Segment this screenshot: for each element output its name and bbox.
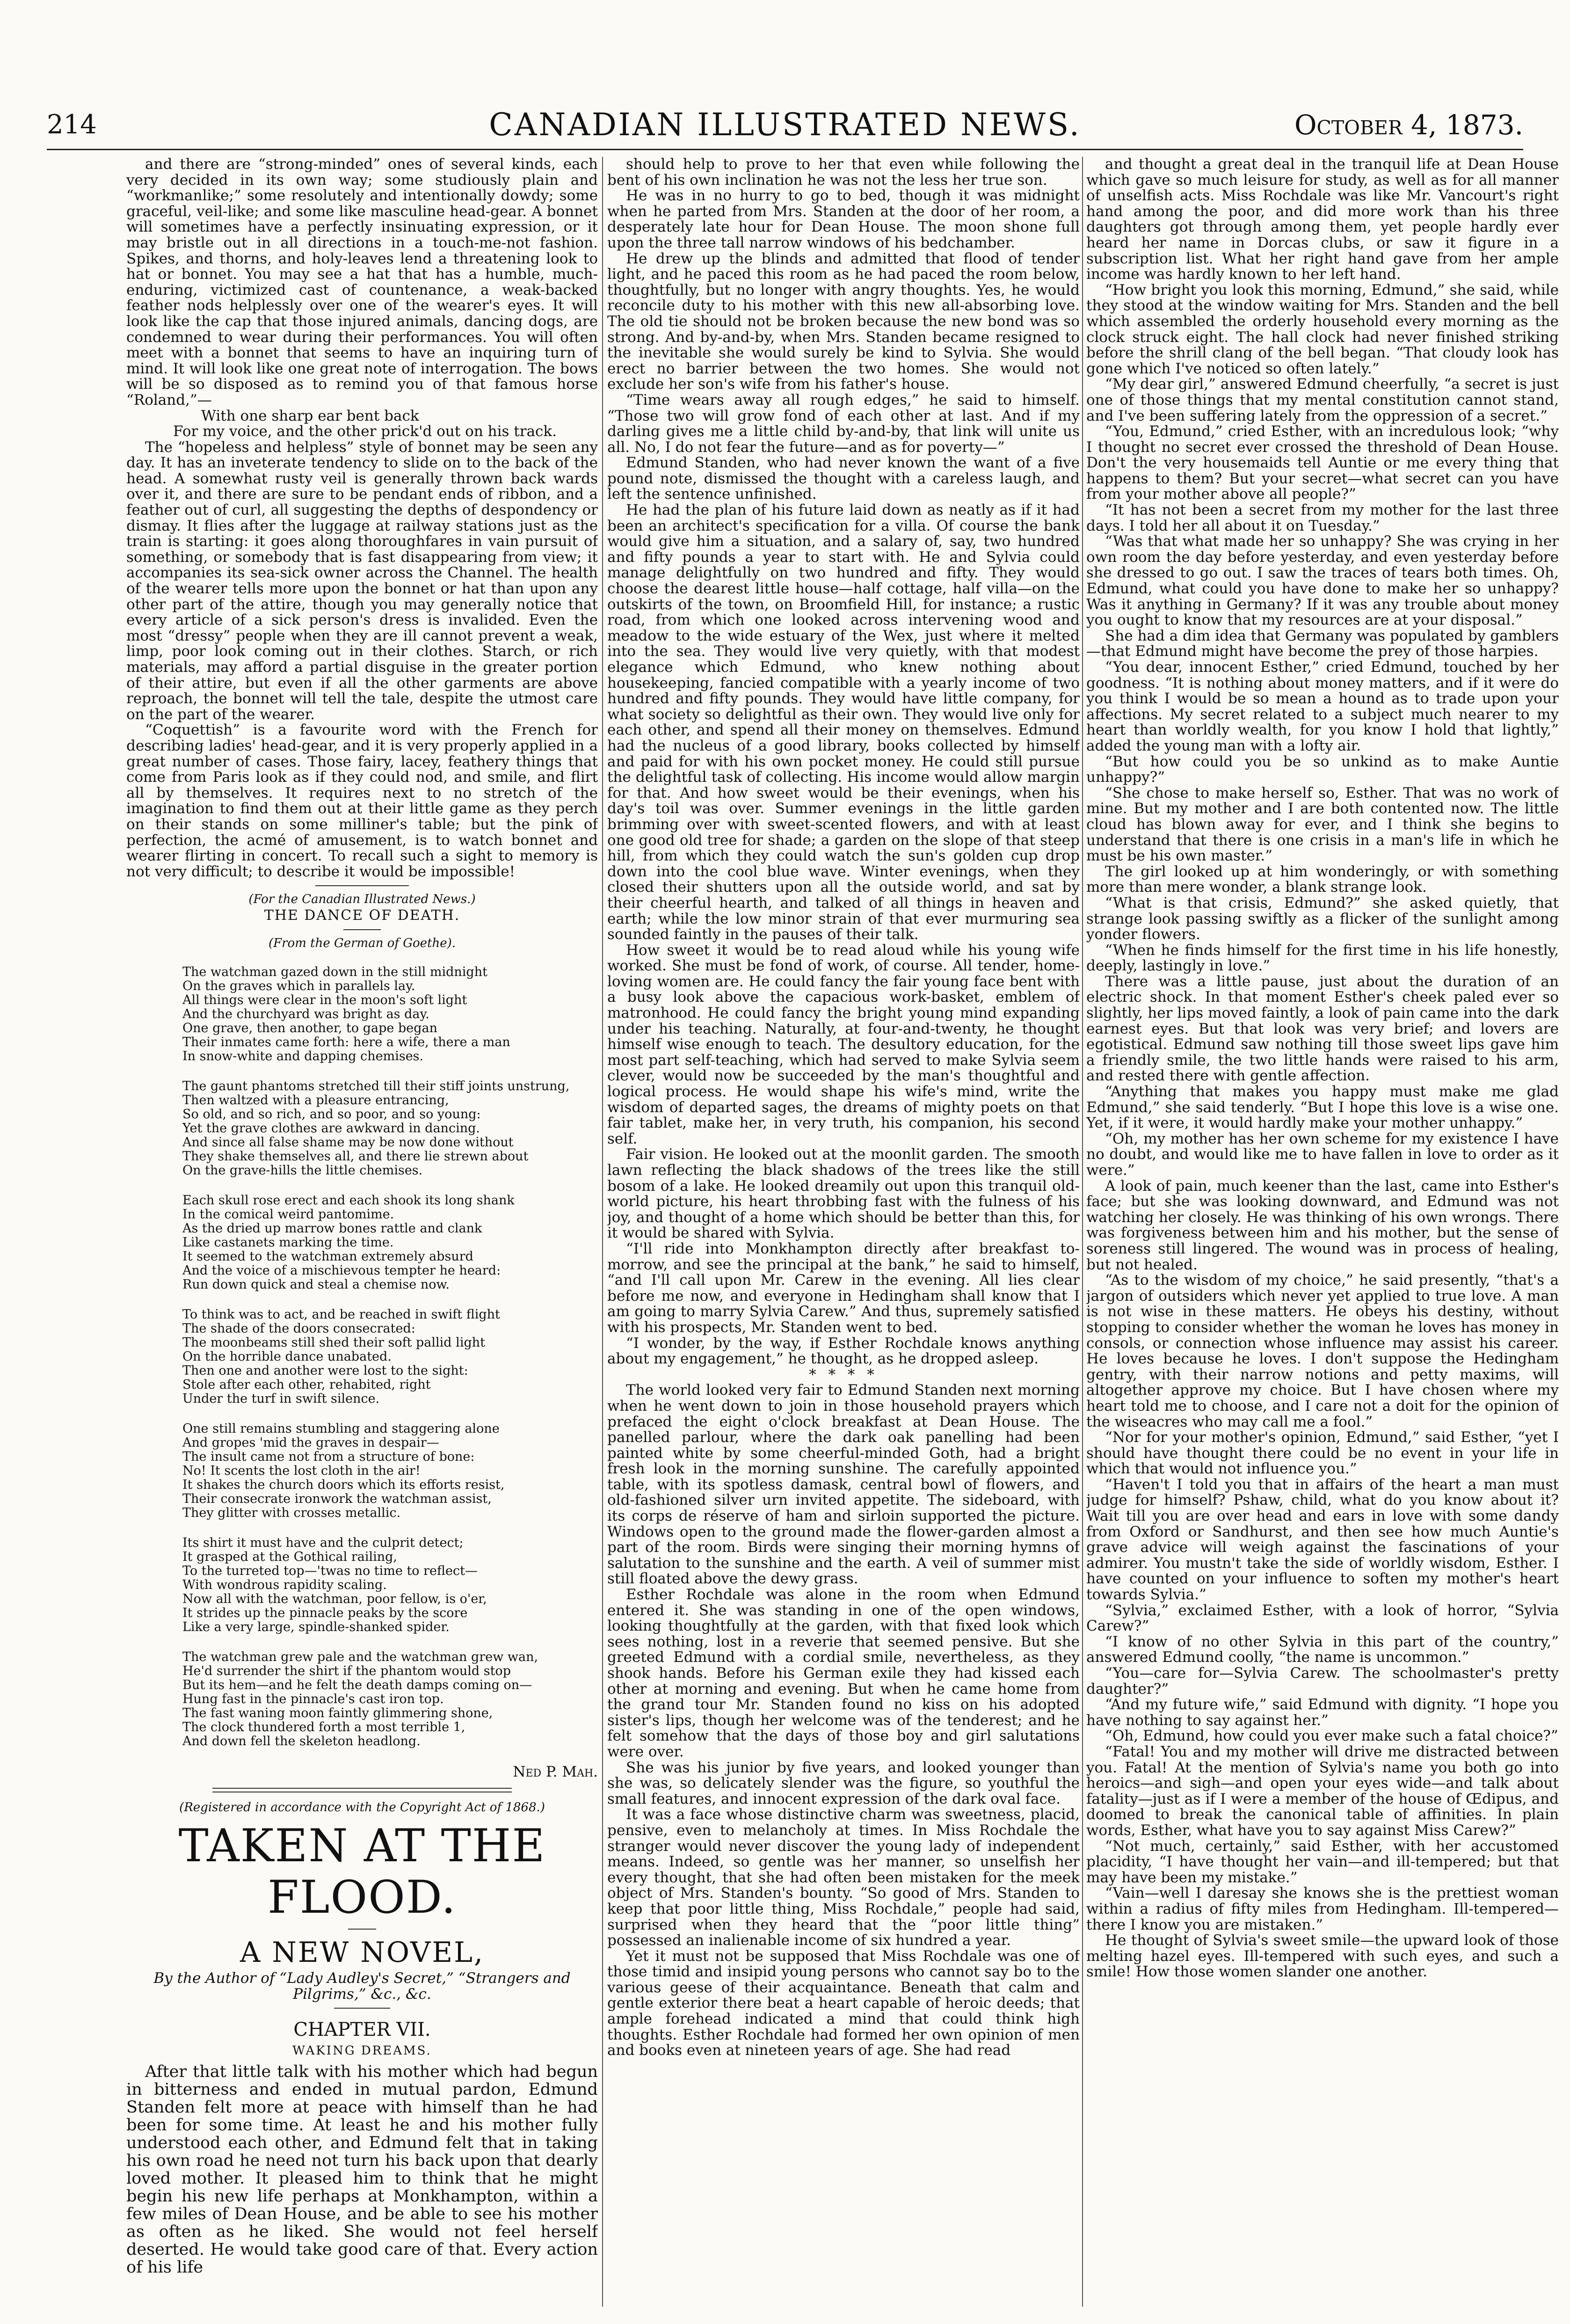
chapter-heading: CHAPTER VII. — [293, 2019, 431, 2041]
article-paragraph: “Haven't I told you that in affairs of the heart a man must judge for himself? Pshaw, child, what do you know about it? Wait till you are over head and ears in love with some dandy from Oxford or Sandhurst, and then see how much Auntie's grave advice will weigh against the fascinations of your admirer. You mustn't take the side of worldly wisdom, Esther. I have counted on your influence to soften my mother's heart towards Sylvia.” — [1086, 1476, 1559, 1603]
poem-stanza — [126, 1194, 598, 1292]
poem-line: Their consecrate ironwork the watchman assist, — [182, 1492, 492, 1507]
poem-signature: Ned P. Mah. — [513, 1763, 598, 1781]
poem-line: Hung fast in the pinnacle's cast iron top. — [182, 1692, 444, 1707]
spacer — [126, 951, 598, 965]
poem-line: The clock thundered forth a most terrible 1, — [182, 1720, 465, 1735]
poem-line: He'd surrender the shirt if the phantom would stop — [182, 1664, 511, 1679]
poem-line: It seemed to the watchman extremely absurd — [182, 1249, 473, 1264]
title-rule — [343, 929, 381, 930]
article-paragraph: The “hopeless and helpless” style of bonnet may be seen any day. It has an inveterate tendency to slide on to the back of the head. A somewhat rusty veil is generally thrown back wards over it, and there are sure to be pendant ends of ribbon, and a feather out of curl, all suggesting the depths of despondency or dismay. It flies after the luggage at railway stations just as the train is starting: it goes along thoroughfares in vain pursuit of something, or somebody that is fast disappearing from view; it accompanies its sea-sick owner across the Channel. The health of the wearer tells more upon the bonnet or hat than upon any other part of the attire, though you may generally notice that every article of a sick person's dress is invalided. Even the most “dressy” people when they are ill cannot prevent a weak, limp, poor look coming out in their clothes. Starch, or rich materials, may afford a partial disguise in the greater portion of their attire, but even if all the other garments are above reproach, the bonnet will tell the tale, despite the utmost care on the part of the wearer. — [126, 438, 598, 723]
article-paragraph: There was a little pause, just about the duration of an electric shock. In that moment Esther's cheek paled ever so slightly, her lips moved faintly, a look of pain came into the dark earnest eyes. But that look was very brief; and lovers are egotistical. Edmund saw nothing till those sweet lips gave him a friendly smile, the two little hands were raised to his arm, and rested there with gentle affection. — [1086, 973, 1559, 1085]
poem-line: And the churchyard was bright as day. — [182, 1007, 429, 1022]
column-2 — [607, 157, 1080, 2307]
poem-line: They shake themselves all, and there lie strewn about — [182, 1149, 529, 1164]
poem-line: But its hem—and he felt the death damps coming on— — [182, 1678, 532, 1693]
poem-line: It strides up the pinnacle peaks by the score — [182, 1606, 468, 1621]
poem-line: Yet the grave clothes are awkward in dancing. — [182, 1121, 480, 1136]
article-paragraph: “I'll ride into Monkhampton directly after breakfast to-morrow, and see the principal at the bank,” he said to himself, “and I'll call upon Mr. Carew in the evening. All lies clear before me now, and everyone in Hedingham shall know that I am going to marry Sylvia Carew.” And thus, supremely satisfied with his prospects, Mr. Standen went to bed. — [607, 1240, 1080, 1336]
poem-line: To the turreted top—'twas no time to reflect— — [182, 1564, 478, 1579]
article-paragraph: Edmund Standen, who had never known the want of a five pound note, dismissed the thought with a careless laugh, and left the sentence unfinished. — [607, 454, 1080, 503]
poem-stanza — [126, 1650, 598, 1748]
article-paragraph: “Was that what made her so unhappy? She was crying in her own room the day before yesterday, and even yesterday before she dressed to go out. I saw the traces of tears both times. Oh, Edmund, what could you have done to make her so unhappy? Was it anything in Germany? If it was any trouble about money you ought to know that my resources are at your disposal.” — [1086, 533, 1559, 629]
verse-line: With one sharp ear bent back — [201, 407, 419, 424]
poem-line: As the dried up marrow bones rattle and clank — [182, 1221, 482, 1236]
article-paragraph: The girl looked up at him wonderingly, or with something more than mere wonder, a blank strange look. — [1086, 863, 1559, 896]
poem-stanza — [126, 965, 598, 1064]
poem-line: Now all with the watchman, poor fellow, is o'er, — [182, 1592, 487, 1607]
poem-line: The insult came not from a structure of bone: — [182, 1450, 475, 1464]
poem-line: Its shirt it must have and the culprit detect; — [182, 1536, 464, 1551]
column-divider — [1082, 157, 1083, 2307]
article-paragraph: “Sylvia,” exclaimed Esther, with a look of horror, “Sylvia Carew?” — [1086, 1602, 1559, 1635]
section-rule — [315, 885, 409, 886]
poem-line: Stole after each other, rehabited, right — [182, 1377, 431, 1392]
poem-line: Like a very large, spindle-shanked spider. — [182, 1620, 450, 1635]
verse-line: For my voice, and the other prick'd out on his track. — [173, 423, 557, 440]
poem-line: On the grave-hills the little chemises. — [182, 1163, 423, 1178]
column-1 — [126, 157, 598, 2307]
article-paragraph: “Vain—well I daresay she knows she is the prettiest woman within a radius of fifty miles from Hedingham. Ill-tempered—there I know you are mistaken.” — [1086, 1885, 1559, 1933]
article-paragraph: “Time wears away all rough edges,” he said to himself. “Those two will grow fond of each other at last. And if my darling gives me a little child by-and-by, that link will unite us all. No, I do not fear the future—and as for poverty—” — [607, 391, 1080, 456]
article-paragraph: Yet it must not be supposed that Miss Rochdale was one of those timid and insipid young persons who cannot say bo to the various geese of their acquaintance. Beneath that calm and gentle exterior there beat a heart capable of heroic deeds; that ample forehead indicated a mind that could think high thoughts. Esther Rochdale had formed her own opinion of men and books even at nineteen years of age. She had read — [607, 1947, 1080, 2059]
article-paragraph: “What is that crisis, Edmund?” she asked quietly, that strange look passing swiftly as a flicker of the sunlight among yonder flowers. — [1086, 894, 1559, 943]
header-rule — [47, 149, 1523, 150]
poem-line: One still remains stumbling and staggering alone — [182, 1421, 500, 1436]
article-paragraph: “You, Edmund,” cried Esther, with an incredulous look; “why I thought no secret ever crossed the threshold of Dean House. Don't the very housemaids tell Auntie or me every thing that happens to them? But your secret—what secret can you have from your mother above all people?” — [1086, 423, 1559, 503]
poem-line: It shakes the church doors which its efforts resist, — [182, 1478, 505, 1493]
poem-line: The moonbeams still shed their soft pallid light — [182, 1335, 485, 1350]
article-paragraph: “But how could you be so unkind as to make Auntie unhappy?” — [1086, 753, 1559, 786]
poem-line: On the horrible dance unabated. — [182, 1349, 392, 1364]
article-paragraph: “As to the wisdom of my choice,” he said presently, “that's a jargon of outsiders which never yet applied to true love. A man is not wise in these matters. He obeys his destiny, without stopping to consider whether the woman he loves has money in consols, or connection whose influence may assist his career. He loves because he loves. I don't suppose the Hedingham gentry, with their narrow notions and petty maxims, will altogether approve my choice. But I have chosen where my heart told me to choose, and I care not a doit for the opinion of the wiseacres who may call me a fool.” — [1086, 1272, 1559, 1430]
article-paragraph: He drew up the blinds and admitted that flood of tender light, and he paced this room as he had paced the room below, thoughtfully, but no longer with angry thoughts. Yes, he would reconcile duty to his mother with this new all-absorbing love. The old tie should not be broken because the new bond was so strong. And by-and-by, when Mrs. Standen became resigned to the inevitable she would surely be kind to Sylvia. She would erect no barrier between the two homes. She would not exclude her son's wife from his father's house. — [607, 250, 1080, 393]
article-paragraph: How sweet it would be to read aloud while his young wife worked. She must be fond of work, of course. All tender, home-loving women are. He could fancy the fair young face bent with a busy look above the capacious work-basket, emblem of matronhood. He could fancy the bright young mind expanding under his teaching. Naturally, at four-and-twenty, he thought himself wise enough to teach. The desultory education, for the most part self-teaching, which had served to make Sylvia seem clever, would now be succeeded by the man's thoughtful and logical process. He would shape his wife's mind, write the wisdom of departed sages, the dreams of mighty poets on that fair tablet, make her, in very truth, his companion, his second self. — [607, 941, 1080, 1147]
article-paragraph: “And my future wife,” said Edmund with dignity. “I hope you have nothing to say against her.” — [1086, 1696, 1559, 1729]
poem-stanza — [126, 1079, 598, 1178]
article-paragraph: “You dear, innocent Esther,” cried Edmund, touched by her goodness. “It is nothing about money matters, and if it were do you think I would be so mean a hound as to trade upon your affections. My secret related to a subject much nearer to my heart than worldly wealth, for you know I hold that lightly,” added the young man with a lofty air. — [1086, 659, 1559, 754]
article-paragraph: After that little talk with his mother which had begun in bitterness and ended in mutual pardon, Edmund Standen felt more at peace with himself than he had been for some time. At least he and his mother fully understood each other, and Edmund felt that in taking his own road he need not turn his back upon that dearly loved mother. It pleased him to think that he might begin his new life perhaps at Monkhampton, within a few miles of Dean House, and be able to see his mother as often as he liked. She would not feel herself deserted. He would take good care of that. Every action of his life — [126, 2062, 598, 2277]
copyright-notice: (Registered in accordance with the Copyright Act of 1868.) — [179, 1800, 545, 1814]
poem-body — [126, 965, 598, 1748]
poem-line: One grave, then another, to gape began — [182, 1021, 437, 1036]
column-3 — [1086, 157, 1559, 2307]
poem-credit: (For the Canadian Illustrated News.) — [248, 892, 476, 907]
article-paragraph: “Coquettish” is a favourite word with the French for describing ladies' head-gear, and it is very properly applied in a great number of cases. Those fairy, lacey, feathery things that come from Paris look as if they could nod, and smile, and flirt all by themselves. It requires next to no stretch of the imagination to find them out at their little game as they perch on their stands on some milliner's table; but the pink of perfection, the acmé of amusement, is to watch bonnet and wearer flirting in concert. To recall such a sight to memory is not very difficult; to describe it would be impossible! — [126, 721, 598, 880]
title-rule — [334, 2008, 390, 2009]
poem-stanza — [126, 1422, 598, 1520]
poem-line: It grasped at the Gothical railing, — [182, 1550, 397, 1565]
poem-source: (From the German of Goethe). — [268, 936, 456, 950]
issue-date: October 4, 1873. — [1294, 109, 1523, 141]
article-paragraph: “It has not been a secret from my mother for the last three days. I told her all about it on Tuesday.” — [1086, 502, 1559, 534]
page-number: 214 — [47, 109, 97, 140]
poem-line: Their inmates came forth: here a wife, there a man — [182, 1035, 510, 1050]
article-paragraph: “Oh, my mother has her own scheme for my existence I have no doubt, and would like me to have fallen in love to order as it were.” — [1086, 1130, 1559, 1179]
poem-line: And down fell the skeleton headlong. — [182, 1734, 421, 1749]
poem-line: And gropes 'mid the graves in despair— — [182, 1435, 439, 1450]
article-paragraph: The world looked very fair to Edmund Standen next morning when he went down to join in those household prayers which prefaced the eight o'clock breakfast at Dean House. The panelled parlour, where the dark oak panelling had been painted white by some cheerful-minded Goth, had a bright fresh look in the morning sunshine. The carefully appointed table, with its spotless damask, central bowl of flowers, and old-fashioned silver urn invited appetite. The sideboard, with its corps de réserve of ham and sirloin supported the picture. Windows open to the ground made the flower-garden almost a part of the room. Birds were singing their morning hymns of salutation to the sunshine and the earth. A veil of summer mist still floated above the dewy grass. — [607, 1382, 1080, 1588]
poem-line: Then waltzed with a pleasure entrancing, — [182, 1093, 449, 1108]
section-rule — [212, 1788, 512, 1792]
section-separator: * * * * — [809, 1366, 878, 1383]
poem-line: In snow-white and dapping chemises. — [182, 1049, 424, 1064]
novel-title: TAKEN AT THE FLOOD. — [178, 1820, 546, 1924]
article-paragraph: and there are “strong-minded” ones of several kinds, each very decided in its own way; some studiously plain and “workmanlike;” some resolutely and intentionally dowdy; some graceful, veil-like; and some like masculine head-gear. A bonnet will sometimes have a perfectly insinuating expression, or it may bristle out in all directions in a touch-me-not fashion. Spikes, and thorns, and holy-leaves lend a threatening look to hat or bonnet. You may see a hat that has a humble, much-enduring, victimized cast of countenance, a weak-backed feather nods helplessly over one of the wearer's eyes. It will look like the cap that those injured animals, dancing dogs, are condemned to wear during their performances. You will often meet with a bonnet that seems to have an inquiring turn of mind. It will look like one great note of interrogation. The bows will be so disposed as to remind you of that famous horse “Roland,”— — [126, 157, 598, 408]
novel-byline: By the Author of “Lady Audley's Secret,” “Strangers and Pilgrims,” &c., &c. — [153, 1970, 571, 2003]
article-paragraph: “Fatal! You and my mother will drive me distracted between you. Fatal! At the mention of Sylvia's name you both go into heroics—and sigh—and open your eyes wide—and talk about fatality—just as if I were a member of the house of Œdipus, and doomed to break the canonical table of affinities. In plain words, Esther, what have you to say against Miss Carew?” — [1086, 1743, 1559, 1839]
poem-line: The gaunt phantoms stretched till their stiff joints unstrung, — [182, 1079, 570, 1094]
article-paragraph: should help to prove to her that even while following the bent of his own inclination he was not the less her true son. — [607, 157, 1080, 189]
poem-stanza — [126, 1536, 598, 1634]
poem-line: So old, and so rich, and so poor, and so young: — [182, 1107, 481, 1122]
article-paragraph: Fair vision. He looked out at the moonlit garden. The smooth lawn reflecting the black shadows of the trees like the still bosom of a lake. He looked dreamily out upon this tranquil old-world picture, his heart throbbing fast with the fulness of his joy, and thought of a home which should be better than this, for it would be shared with Sylvia. — [607, 1146, 1080, 1242]
poem-line: In the comical weird pantomime. — [182, 1207, 394, 1222]
article-paragraph: “She chose to make herself so, Esther. That was no work of mine. But my mother and I are both contented now. The little cloud has blown away for ever, and I think she begins to understand that there is one crisis in a man's life in which he must be his own master.” — [1086, 784, 1559, 865]
article-paragraph: She had a dim idea that Germany was populated by gamblers—that Edmund might have become the prey of those harpies. — [1086, 627, 1559, 660]
article-paragraph: “How bright you look this morning, Edmund,” she said, while they stood at the window waiting for Mrs. Standen and the bell which assembled the orderly household every morning as the clock struck eight. The hall clock had never finished striking before the shrill clang of the bell began. “That cloudy look has gone which I've noticed so often lately.” — [1086, 281, 1559, 377]
column-divider — [602, 157, 603, 2307]
novel-subtitle: A NEW NOVEL, — [240, 1936, 485, 1969]
poem-line: The fast waning moon faintly glimmering shone, — [182, 1706, 493, 1721]
chapter-title: WAKING DREAMS. — [292, 2044, 432, 2058]
poem-line: Then one and another were lost to the sight: — [182, 1363, 468, 1378]
poem-stanza — [126, 1308, 598, 1406]
article-paragraph: “Anything that makes you happy must make me glad Edmund,” she said tenderly. “But I hope this love is a wise one. Yet, if it were, it would hardly make your mother unhappy.” — [1086, 1083, 1559, 1132]
article-paragraph: “I know of no other Sylvia in this part of the country,” answered Edmund coolly, “the name is uncommon.” — [1086, 1633, 1559, 1666]
poem-line: Like castanets marking the time. — [182, 1235, 394, 1250]
poem-line: To think was to act, and be reached in swift flight — [182, 1307, 500, 1322]
poem-title: THE DANCE OF DEATH. — [264, 907, 460, 924]
article-paragraph: A look of pain, much keener than the last, came into Esther's face; but she was looking downward, and Edmund was not watching her closely. He was thinking of his own wrongs. There was forgiveness between him and his mother, but the sense of soreness still lingered. The wound was in process of healing, but not healed. — [1086, 1177, 1559, 1273]
article-paragraph: It was a face whose distinctive charm was sweetness, placid, pensive, even to melancholy at times. In Miss Rochdale the stranger would never discover the young lady of independent means. Indeed, so gentle was her manner, so unselfish her every thought, that she had often been mistaken for the meek object of Mrs. Standen's bounty. “So good of Mrs. Standen to keep that poor little thing, Miss Rochdale,” people had said, surprised when they heard that the “poor little thing” possessed an inalienable income of six hundred a year. — [607, 1806, 1080, 1949]
article-paragraph: “Oh, Edmund, how could you ever make such a fatal choice?” — [1105, 1727, 1558, 1745]
poem-line: Under the turf in swift silence. — [182, 1391, 380, 1406]
article-paragraph: “My dear girl,” answered Edmund cheerfully, “a secret is just one of those things that my mental constitution cannot stand, and I've been suffering lately from the oppression of a secret.” — [1086, 376, 1559, 424]
poem-line: On the graves which in parallels lay. — [182, 979, 415, 994]
poem-line: Run down quick and steal a chemise now. — [182, 1277, 450, 1292]
article-paragraph: “When he finds himself for the first time in his life honestly, deeply, lastingly in love.” — [1086, 941, 1559, 975]
title-rule — [348, 1929, 376, 1930]
poem-line: They glitter with crosses metallic. — [182, 1506, 401, 1521]
newspaper-title: CANADIAN ILLUSTRATED NEWS. — [489, 107, 1081, 143]
poem-line: The shade of the doors consecrated: — [182, 1321, 415, 1336]
poem-line: The watchman gazed down in the still midnight — [182, 965, 487, 980]
poem-line: The watchman grew pale and the watchman grew wan, — [182, 1650, 538, 1665]
article-paragraph: Esther Rochdale was alone in the room when Edmund entered it. She was standing in one of the open windows, looking thoughtfully at the garden, with that fixed look which sees nothing, lost in a reverie that seemed pensive. But she greeted Edmund with a cordial smile, nevertheless, as they shook hands. Before his German exile they had kissed each other at morning and evening. But when he came home from the grand tour Mr. Standen found no kiss on his adopted sister's lips, though her welcome was of the tenderest; and he felt somehow that the days of those boy and girl salutations were over. — [607, 1586, 1080, 1760]
poem-line: With wondrous rapidity scaling. — [182, 1578, 387, 1593]
article-paragraph: He had the plan of his future laid down as neatly as if it had been an architect's specification for a villa. Of course the bank would give him a situation, and a salary of, say, two hundred and fifty pounds a year to start with. He and Sylvia could manage delightfully on two hundred and fifty. They would choose the dearest little house—half cottage, half villa—on the outskirts of the town, on Broomfield Hill, for instance; a rustic road, from which one looked across intervening wood and meadow to the wide estuary of the Wex, just where it melted into the sea. They would live very quietly, with that modest elegance which Edmund, who knew nothing about housekeeping, fancied compatible with a yearly income of two hundred and fifty pounds. They would have little company, for what society so delightful as their own. They would live only for each other, and spend all their money on themselves. Edmund had the nucleus of a good library, books collected by himself and paid for with his own pocket money. He could still pursue the delightful task of collecting. His income would allow margin for that. And how sweet would be their evenings, when his day's toil was over. Summer evenings in the little garden brimming over with sweet-scented flowers, and with at least one good old tree for shade; a garden on the slope of that steep hill, from which they could watch the sun's golden cup drop down into the cool blue wave. Winter evenings, when they closed their shutters upon all the outside world, and sat by their cheerful hearth, and talked of all things in heaven and earth; while the low minor strain of that ever murmuring sea sounded faintly in the pauses of their talk. — [607, 502, 1080, 943]
poem-line: And since all false shame may be now done without — [182, 1135, 514, 1150]
article-paragraph: “Nor for your mother's opinion, Edmund,” said Esther, “yet I should have thought there could be no event in your life in which that would not influence you.” — [1086, 1429, 1559, 1478]
article-paragraph: She was his junior by five years, and looked younger than she was, so delicately slender was the figure, so youthful the small features, and innocent expression of the dark oval face. — [607, 1759, 1080, 1807]
poem-line: No! It scents the lost cloth in the air! — [182, 1464, 421, 1479]
poem-line: Each skull rose erect and each shook its long shank — [182, 1193, 515, 1208]
article-paragraph: “Not much, certainly,” said Esther, with her accustomed placidity, “I have thought her vain—and ill-tempered; but that may have been my mistake.” — [1086, 1837, 1559, 1886]
article-paragraph: and thought a great deal in the tranquil life at Dean House which gave so much leisure for study, as well as for all manner of unselfish acts. Miss Rochdale was like Mr. Vancourt's right hand among the poor, and did more work than his three daughters got through among them, yet people hardly ever heard her name in Dorcas clubs, or saw it figure in a subscription list. What her right hand gave from her ample income was hardly known to her left hand. — [1086, 157, 1559, 283]
article-paragraph: He thought of Sylvia's sweet smile—the upward look of those melting hazel eyes. Ill-tempered with such eyes, and such a smile! How those women slander one another. — [1086, 1932, 1559, 1981]
page-header — [47, 109, 1523, 141]
article-paragraph: “I wonder, by the way, if Esther Rochdale knows anything about my engagement,” he thought, as he dropped asleep. — [607, 1334, 1080, 1368]
article-paragraph: “You—care for—Sylvia Carew. The schoolmaster's pretty daughter?” — [1086, 1665, 1559, 1697]
poem-line: And the voice of a mischievous tempter he heard: — [182, 1263, 501, 1278]
poem-line: All things were clear in the moon's soft light — [182, 993, 467, 1008]
article-paragraph: He was in no hurry to go to bed, though it was midnight when he parted from Mrs. Standen at the door of her room, a desperately late hour for Dean House. The moon shone full upon the three tall narrow windows of his bedchamber. — [607, 187, 1080, 251]
